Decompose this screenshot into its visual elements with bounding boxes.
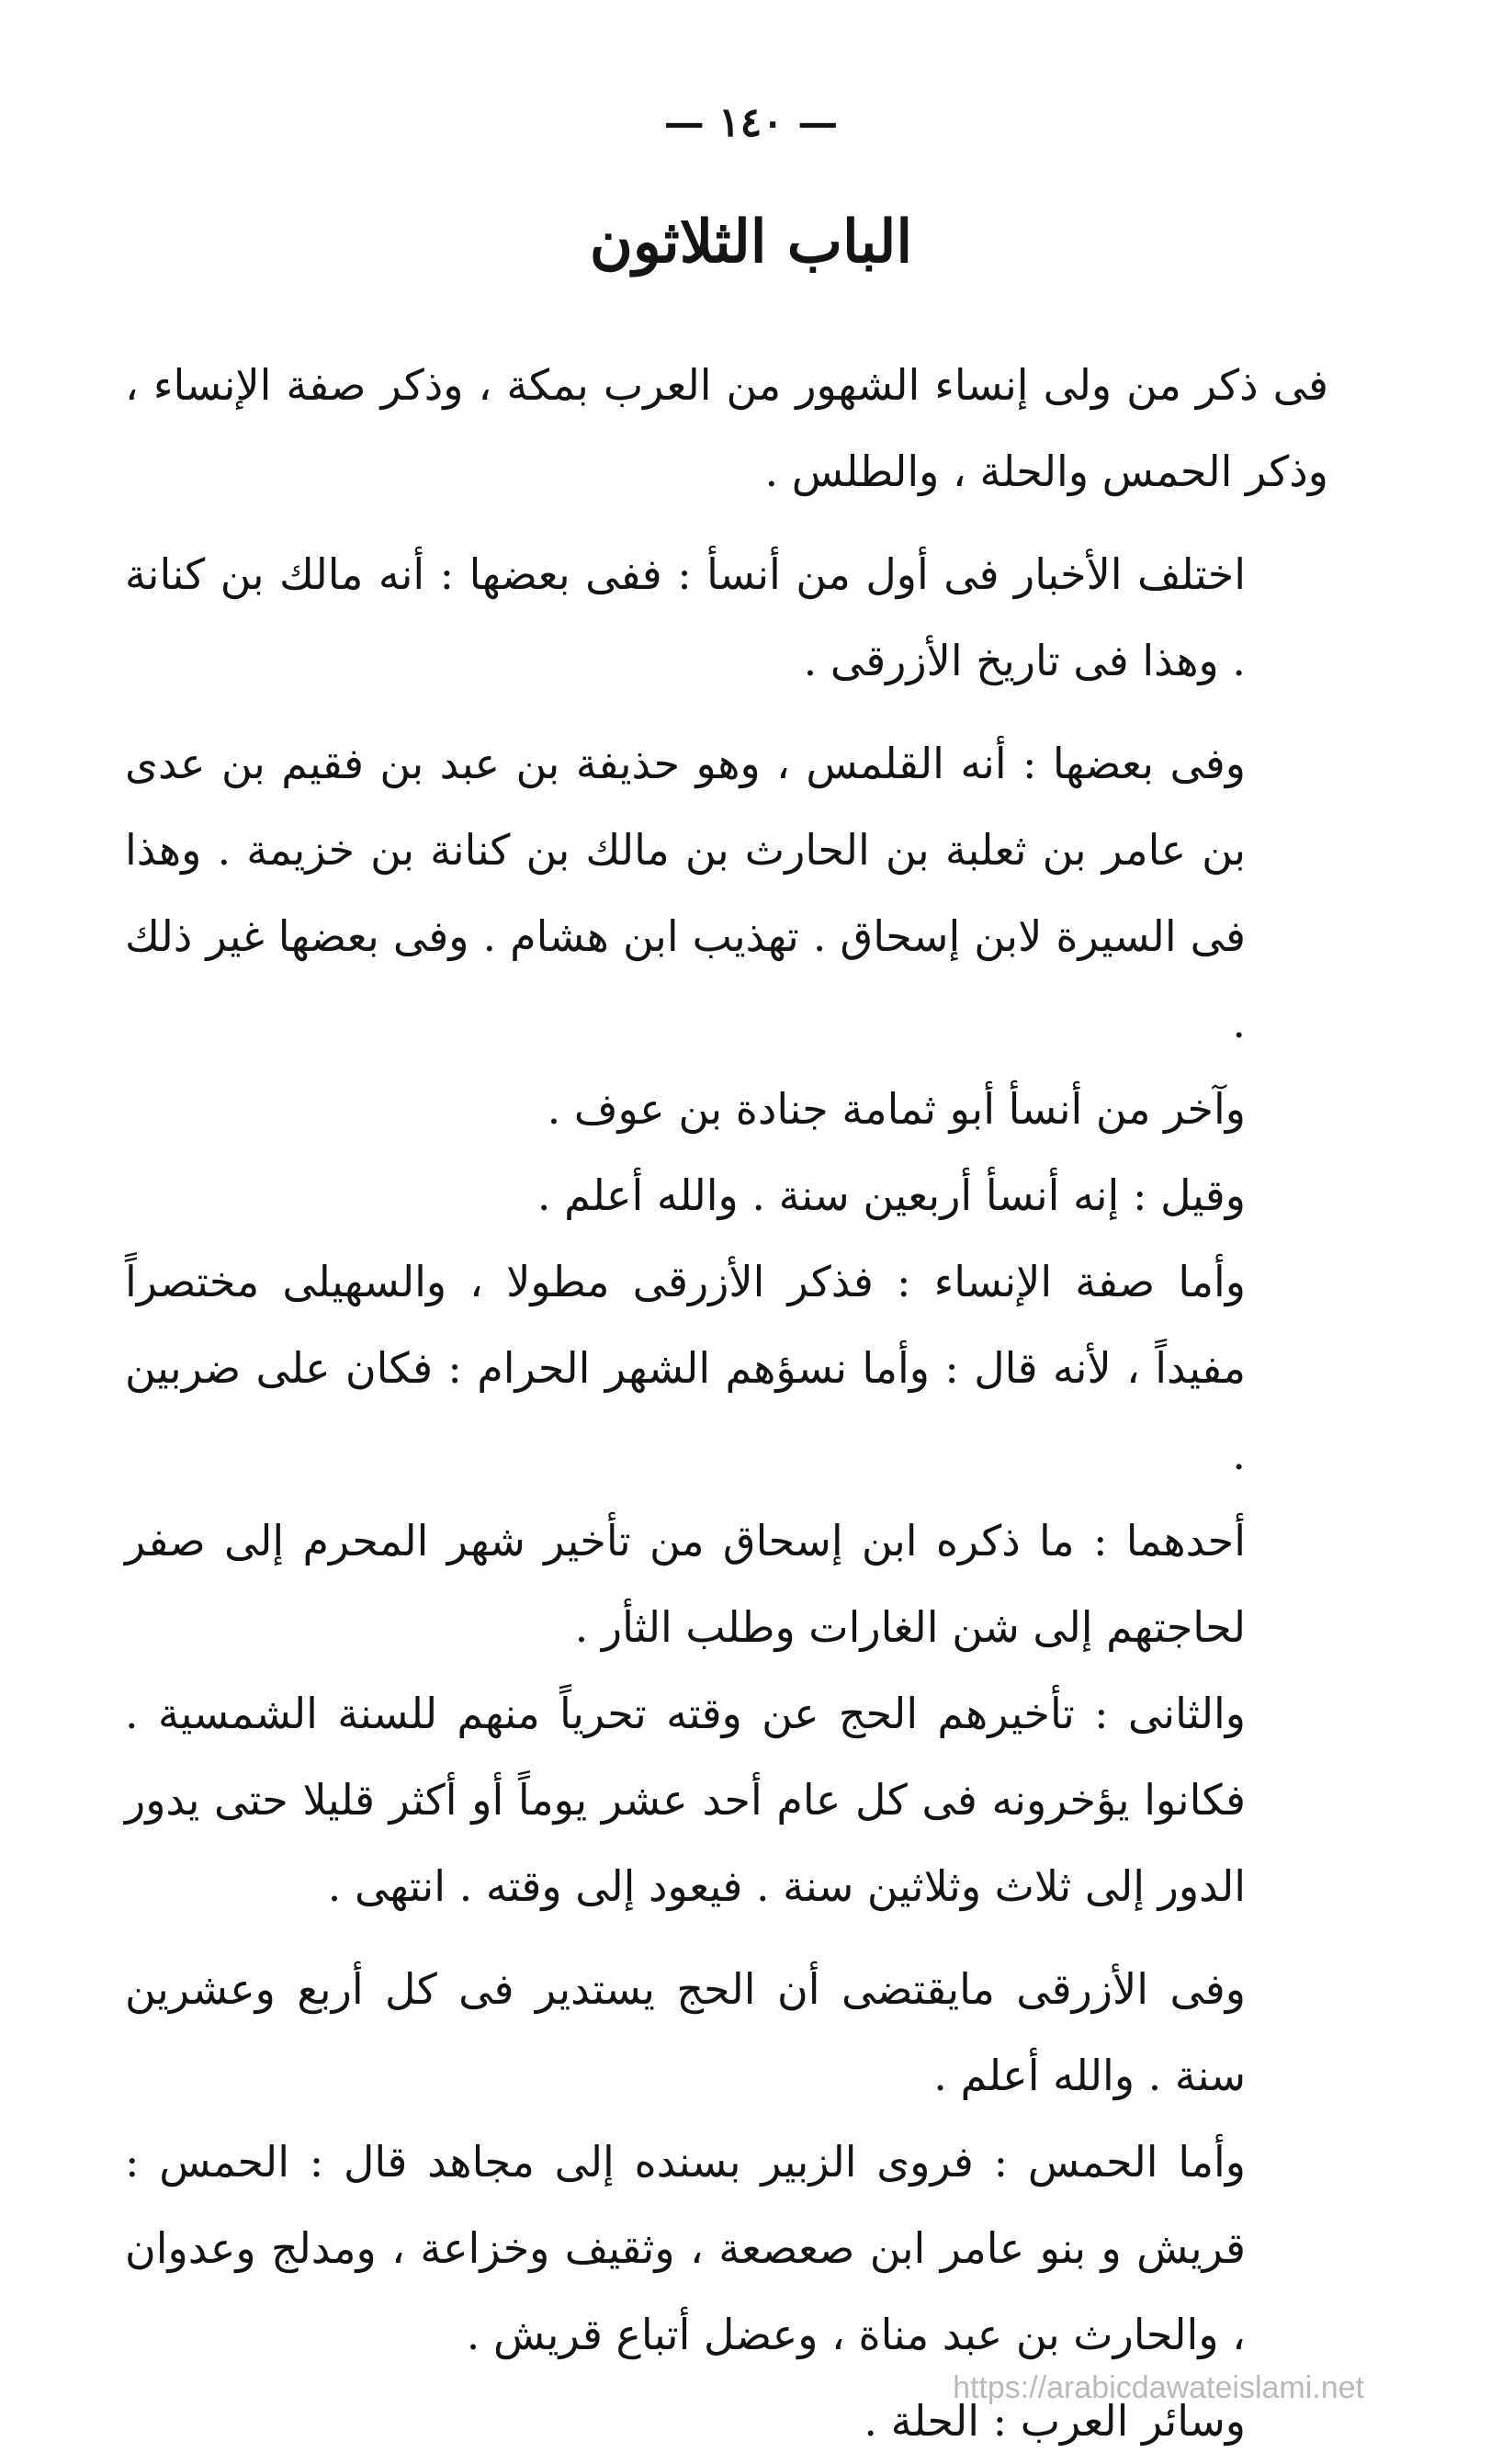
- paragraph-chapter-subject: فى ذكر من ولى إنساء الشهور من العرب بمكة ، وذكر صفة الإنساء ، وذكر الحمس والحلة ، والطلس .: [125, 360, 1328, 496]
- watermark-url: https://arabicdawateislami.net: [953, 2370, 1364, 2405]
- chapter-title: الباب الثلاثون: [589, 208, 913, 277]
- paragraph-qalammas: وفى بعضها : أنه القلمس ، وهو حذيفة بن عبد بن فقيم بن عدى بن عامر بن ثعلبة بن الحارث بن مالك بن كنانة بن خزيمة . وهذا فى السيرة لابن إسحاق . تهذيب ابن هشام . وفى بعضها غير ذلك .: [125, 739, 1246, 1047]
- paragraph-second-type: والثانى : تأخيرهم الحج عن وقته تحرياً منهم للسنة الشمسية . فكانوا يؤخرونه فى كل عام أحد عشر يوماً أو أكثر قليلا حتى يدور الدور إلى ثلاث وثلاثين سنة . فيعود إلى وقته . انتهى .: [125, 1689, 1246, 1911]
- paragraph-azraqi: وفى الأزرقى مايقتضى أن الحج يستدير فى كل أربع وعشرين سنة . والله أعلم .: [125, 1964, 1246, 2100]
- paragraph-hilla: وسائر العرب : الحلة .: [864, 2396, 1246, 2446]
- paragraph-first-nasi: اختلف الأخبار فى أول من أنسأ : ففى بعضها : أنه مالك بن كنانة . وهذا فى تاريخ الأزرقى .: [125, 549, 1246, 685]
- body-text: [125, 342, 1328, 2464]
- paragraph-last-nasi: وآخر من أنسأ أبو ثمامة جنادة بن عوف .: [547, 1084, 1246, 1134]
- page-number: — ١٤٠ —: [663, 99, 839, 146]
- paragraph-first-type: أحدهما : ما ذكره ابن إسحاق من تأخير شهر المحرم إلى صفر لحاجتهم إلى شن الغارات وطلب الثأر .: [125, 1516, 1246, 1652]
- paragraph-nasi-description: وأما صفة الإنساء : فذكر الأزرقى مطولا ، والسهيلى مختصراً مفيداً ، لأنه قال : وأما نسؤهم الشهر الحرام : فكان على ضربين .: [125, 1257, 1246, 1479]
- paragraph-forty-years: وقيل : إنه أنسأ أربعين سنة . والله أعلم .: [536, 1170, 1246, 1220]
- paragraph-hums: وأما الحمس : فروى الزبير بسنده إلى مجاهد قال : الحمس : قريش و بنو عامر ابن صعصعة ، وثقيف وخزاعة ، ومدلج وعدوان ، والحارث بن عبد مناة ، وعضل أتباع قريش .: [125, 2137, 1246, 2359]
